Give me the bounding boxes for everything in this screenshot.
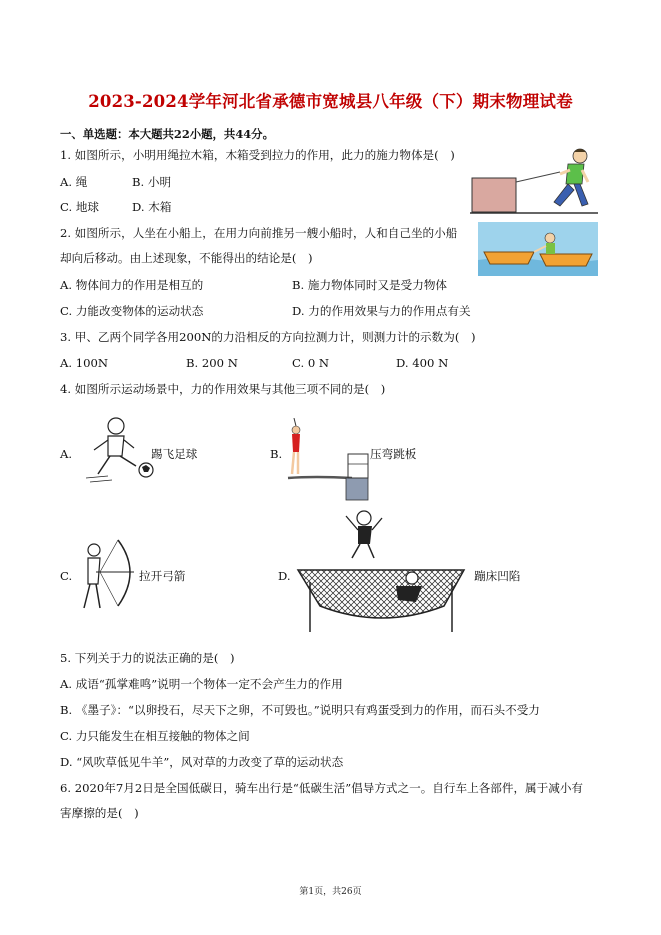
q5-option-a: A. 成语“孤掌难鸣”说明一个物体一定不会产生力的作用 xyxy=(60,677,343,691)
page-title: 2023-2024学年河北省承德市宽城县八年级（下）期末物理试卷 xyxy=(88,92,573,111)
q4-option-c-letter: C. xyxy=(60,569,73,583)
q2-stem-line2: 却向后移动。由上述现象，不能得出的结论是( ) xyxy=(60,251,313,265)
q4-option-b-letter: B. xyxy=(270,447,283,461)
q1-stem: 1. 如图所示，小明用绳拉木箱，木箱受到拉力的作用，此力的施力物体是( ) xyxy=(60,148,455,162)
q3-option-d: D. 400 N xyxy=(396,356,449,370)
page-footer: 第1页，共26页 xyxy=(299,887,362,897)
q4-trampoline-figure xyxy=(294,506,468,636)
q2-stem-line1: 2. 如图所示，人坐在小船上，在用力向前推另一艘小船时，人和自己坐的小船 xyxy=(60,226,458,240)
q2-boats-figure xyxy=(478,222,598,276)
q4-option-d-letter: D. xyxy=(278,569,291,583)
q5-option-c: C. 力只能发生在相互接触的物体之间 xyxy=(60,729,250,743)
q4-option-d-label: 蹦床凹陷 xyxy=(474,569,521,583)
q2-option-c: C. 力能改变物体的运动状态 xyxy=(60,304,204,318)
q1-option-b: B. 小明 xyxy=(132,175,172,189)
q4-option-c-label: 拉开弓箭 xyxy=(139,569,186,583)
q4-diving-board-figure xyxy=(284,418,378,502)
q1-box-pull-figure xyxy=(470,146,600,218)
q6-stem-line1: 6. 2020年7月2日是全国低碳日，骑车出行是“低碳生活”倡导方式之一。自行车上各部件，属于减小有 xyxy=(60,781,584,795)
section-heading: 一、单选题：本大题共22小题，共44分。 xyxy=(60,127,274,141)
q4-option-a-label: 踢飞足球 xyxy=(151,447,198,461)
q2-option-d: D. 力的作用效果与力的作用点有关 xyxy=(292,304,471,318)
q4-stem: 4. 如图所示运动场景中，力的作用效果与其他三项不同的是( ) xyxy=(60,382,386,396)
q3-option-a: A. 100N xyxy=(60,356,109,370)
q3-option-c: C. 0 N xyxy=(292,356,330,370)
q1-option-d: D. 木箱 xyxy=(132,200,172,214)
q2-option-a: A. 物体间力的作用是相互的 xyxy=(60,278,204,292)
q6-stem-line2: 害摩擦的是( ) xyxy=(60,806,139,820)
q3-option-b: B. 200 N xyxy=(186,356,238,370)
q2-option-b: B. 施力物体同时又是受力物体 xyxy=(292,278,448,292)
q1-option-a: A. 绳 xyxy=(60,175,88,189)
q3-stem: 3. 甲、乙两个同学各用200N的力沿相反的方向拉测力计，则测力计的示数为( ) xyxy=(60,330,476,344)
q4-bow-arrow-figure xyxy=(72,538,136,610)
q4-soccer-figure xyxy=(78,414,158,488)
q5-option-d: D. “风吹草低见牛羊”，风对草的力改变了草的运动状态 xyxy=(60,755,344,769)
q5-option-b: B. 《墨子》：“以卵投石，尽天下之卵，不可毁也。”说明只有鸡蛋受到力的作用，而石头不受力 xyxy=(60,703,540,717)
q4-option-a-letter: A. xyxy=(60,447,73,461)
q1-option-c: C. 地球 xyxy=(60,200,100,214)
q5-stem: 5. 下列关于力的说法正确的是( ) xyxy=(60,651,235,665)
q4-option-b-label: 压弯跳板 xyxy=(370,447,417,461)
